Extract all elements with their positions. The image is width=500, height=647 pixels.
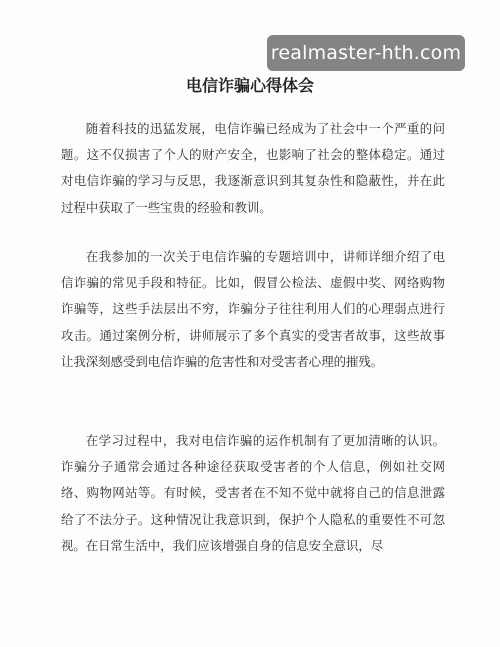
watermark-badge: realmaster-hth.com (267, 35, 465, 71)
paragraph-1: 随着科技的迅猛发展，电信诈骗已经成为了社会中一个严重的问题。这不仅损害了个人的财产安全，也影响了社会的整体稳定。通过对电信诈骗的学习与反思，我逐渐意识到其复杂性和隐蔽性，并在此过程中获取了一些宝贵的经验和教训。 (61, 121, 445, 215)
paragraph-2: 在我参加的一次关于电信诈骗的专题培训中，讲师详细介绍了电信诈骗的常见手段和特征。比如，假冒公检法、虚假中奖、网络购物诈骗等，这些手法层出不穷，诈骗分子往往利用人们的心理弱点进行攻击。通过案例分析，讲师展示了多个真实的受害者故事，这些故事让我深刻感受到电信诈骗的危害性和对受害者心理的摧残。 (61, 249, 445, 369)
document-title: 电信诈骗心得体会 (185, 75, 314, 95)
paragraph-3: 在学习过程中，我对电信诈骗的运作机制有了更加清晰的认识。诈骗分子通常会通过各种途径获取受害者的个人信息，例如社交网络、购物网站等。有时候，受害者在不知不觉中就将自己的信息泄露给了不法分子。这种情况让我意识到，保护个人隐私的重要性不可忽视。在日常生活中，我们应该增强自身的信息安全意识，尽 (61, 433, 445, 553)
